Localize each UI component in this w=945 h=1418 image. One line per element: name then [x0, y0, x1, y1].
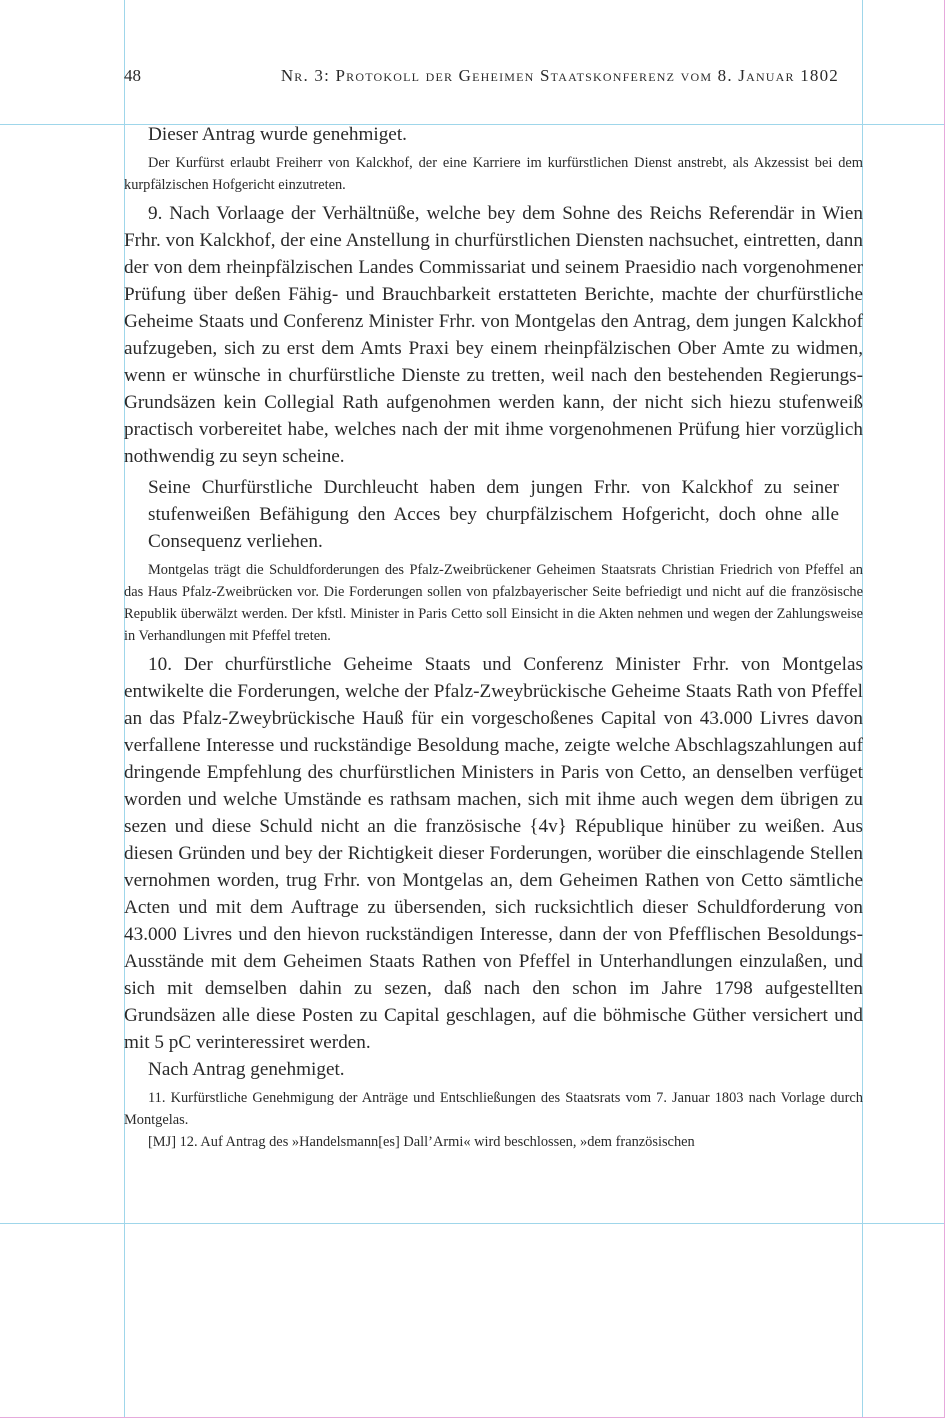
- decision-paragraph: Seine Churfürstliche Durchleucht haben dem jungen Frhr. von Kalckhof zu seiner stufenweißen Befähigung den Acces bey churpfälzischem Hofgericht, doch ohne alle Consequenz verliehen.: [148, 477, 839, 552]
- running-header: [124, 66, 863, 90]
- bottom-margin-guide: [0, 1223, 945, 1224]
- running-title: Nr. 3: Protokoll der Geheimen Staatskonferenz vom 8. Januar 1802: [280, 66, 839, 85]
- regest-paragraph: [MJ] 12. Auf Antrag des »Handelsmann[es] Dall’Armi« wird beschlossen, »dem französischen: [148, 1134, 695, 1150]
- page-body: [124, 121, 863, 1153]
- decision-paragraph: Dieser Antrag wurde genehmiget.: [148, 124, 407, 145]
- page-number: 48: [124, 66, 141, 85]
- regest-paragraph: 11. Kurfürstliche Genehmigung der Anträge und Entschließungen des Staatsrats vom 7. Januar 1803 nach Vorlage durch Montgelas.: [124, 1090, 863, 1128]
- protocol-paragraph: 9. Nach Vorlaage der Verhältnüße, welche bey dem Sohne des Reichs Referendär in Wien Frhr. von Kalckhof, der eine Anstellung in churfürstlichen Diensten nachsuchet, eintretten, dann der von dem rheinpfälzischen Landes Commissariat und seinem Praesidio nach vorgenohmener Prüfung über deßen Fähig- und Brauchbarkeit erstatteten Berichte, machte der churfürstliche Geheime Staats und Conferenz Minister Frhr. von Montgelas den Antrag, dem jungen Kalckhof aufzugeben, sich zu erst dem Amts Praxi bey einem rheinpfälzischen Ober Amte zu widmen, wenn er wünsche in churfürstliche Dienste zu tretten, weil nach den bestehenden Regierungs-Grundsäzen kein Collegial Rath aufgenohmen werden kann, der nicht sich hiezu stufenweiß practisch vorbereitet habe, welches nach der mit ihme vorgenohmenen Prüfung hier vorzüglich nothwendig zu seyn scheine.: [124, 203, 863, 467]
- decision-paragraph: Nach Antrag genehmiget.: [148, 1059, 345, 1080]
- protocol-paragraph: 10. Der churfürstliche Geheime Staats und Conferenz Minister Frhr. von Montgelas entwikelte die Forderungen, welche der Pfalz-Zweybrückische Geheime Staats Rath von Pfeffel an das Pfalz-Zweybrückische Hauß für ein vorgeschoßenes Capital von 43.000 Livres davon verfallene Interesse und ruckständige Besoldung mache, zeigte welche Abschlagszahlungen auf dringende Empfehlung des churfürstlichen Ministers in Paris von Cetto, an denselben verfüget worden und welche Umstände es rathsam machen, sich mit ihme auch wegen dem übrigen zu sezen und diese Schuld nicht an die französische {4v} République hinüber zu weißen. Aus diesen Gründen und bey der Richtigkeit dieser Forderungen, worüber die einschlagende Stellen vernohmen worden, trug Frhr. von Montgelas an, dem Geheimen Rathen von Cetto sämtliche Acten und mit dem Auftrage zu übersenden, sich rucksichtlich dieser Schuldforderung von 43.000 Livres und den hievon ruckständigen Interesse, dann der von Pfefflischen Besoldungs-Ausstände mit dem Geheimen Staats Rathen von Pfeffel in Unterhandlungen einzulaßen, und sich mit demselben dahin zu sezen, daß nach den schon im Jahre 1798 aufgestellten Grundsäzen alle diese Posten zu Capital geschlagen, auf die böhmische Güther versichert und mit 5 pC verinteressiret werden.: [124, 654, 863, 1053]
- regest-paragraph: Montgelas trägt die Schuldforderungen des Pfalz-Zweibrückener Geheimen Staatsrats Christian Friedrich von Pfeffel an das Haus Pfalz-Zweibrücken vor. Die Forderungen sollen von pfalzbayerischer Seite befriedigt und nicht auf die französische Republik überwälzt werden. Der kfstl. Minister in Paris Cetto soll Einsicht in die Akten nehmen und wegen der Zahlungsweise in Verhandlungen mit Pfeffel treten.: [124, 562, 863, 644]
- regest-paragraph: Der Kurfürst erlaubt Freiherr von Kalckhof, der eine Karriere im kurfürstlichen Dienst anstrebt, als Akzessist bei dem kurpfälzischen Hofgericht einzutreten.: [124, 155, 863, 193]
